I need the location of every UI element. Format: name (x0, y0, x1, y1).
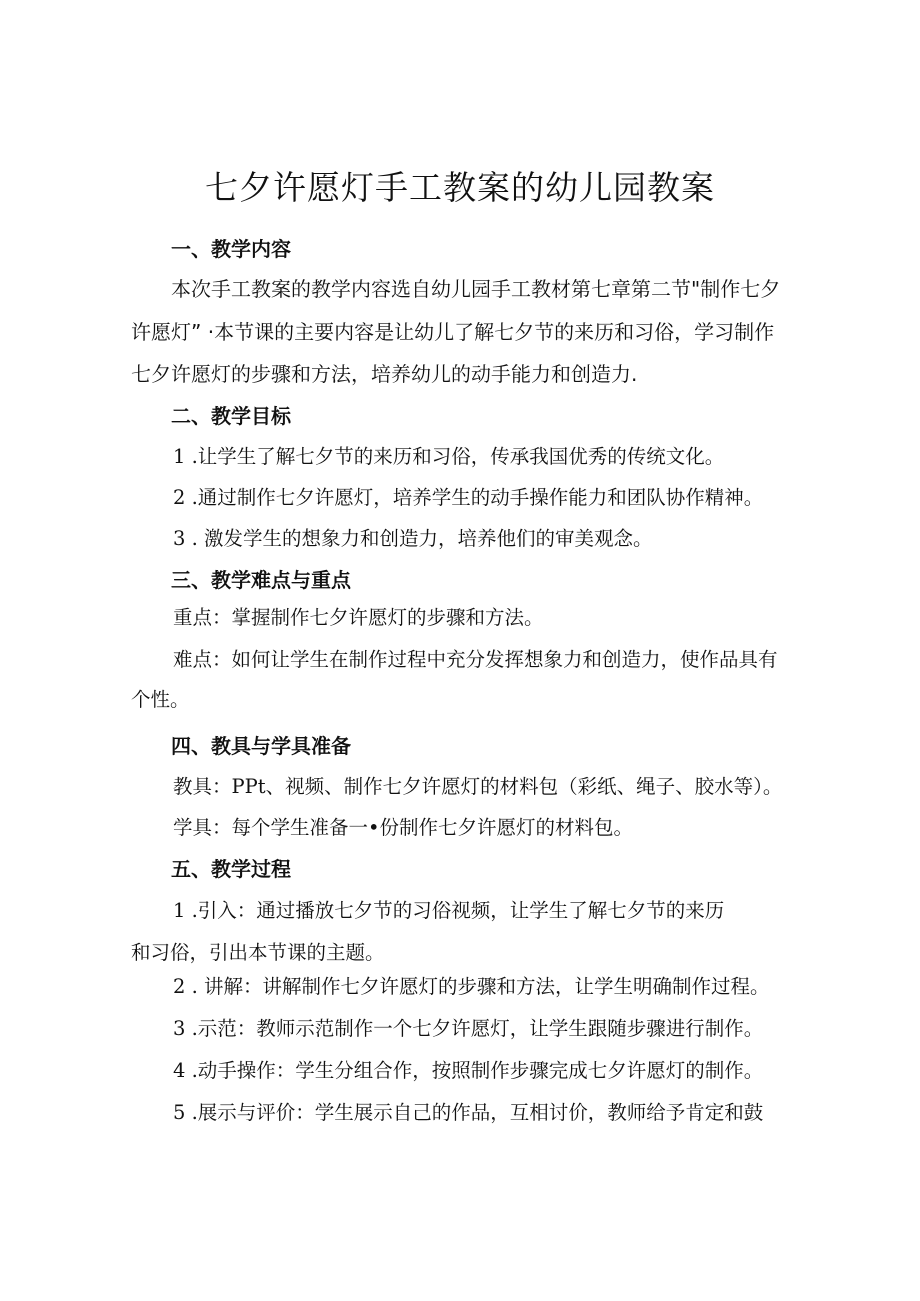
section-heading-materials: 四、教具与学具准备 (171, 734, 351, 758)
student-materials-text: 学具：每个学生准备一•份制作七夕许愿灯的材料包。 (173, 816, 634, 839)
section-heading-process: 五、教学过程 (171, 857, 291, 881)
difficult-point-text: 难点：如何让学生在制作过程中充分发挥想象力和创造力，使作品具有 (173, 648, 778, 671)
difficult-point-text-cont: 个性。 (131, 688, 190, 711)
objective-item: 1 .让学生了解七夕节的来历和习俗，传承我国优秀的传统文化。 (173, 445, 725, 468)
section-heading-objectives: 二、教学目标 (171, 404, 291, 428)
content-line-3: 七夕许愿灯的步骤和方法，培养幼儿的动手能力和创造力. (131, 362, 638, 386)
teacher-materials-text: 教具：PPt、视频、制作七夕许愿灯的材料包（彩纸、绳子、胶水等）。 (173, 775, 783, 798)
content-line-2: 许愿灯” ·本节课的主要内容是让幼儿了解七夕节的来历和习俗，学习制作 (131, 320, 775, 344)
process-step-5: 5 .展示与评价：学生展示自己的作品，互相讨价，教师给予肯定和鼓 (173, 1101, 764, 1124)
objective-item: 3 . 激发学生的想象力和创造力，培养他们的审美观念。 (173, 527, 653, 550)
document-title: 七夕许愿灯手工教案的幼儿园教案 (205, 168, 715, 207)
process-step-1: 1 .引入：通过播放七夕节的习俗视频，让学生了解七夕节的来历 (173, 899, 725, 922)
process-step-2: 2 . 讲解：讲解制作七夕许愿灯的步骤和方法，让学生明确制作过程。 (173, 975, 770, 998)
content-line-1: 本次手工教案的教学内容选自幼儿园手工教材第七章第二节"制作七夕 (171, 277, 781, 301)
process-step-4: 4 .动手操作：学生分组合作，按照制作步骤完成七夕许愿灯的制作。 (173, 1059, 764, 1082)
section-heading-content: 一、教学内容 (171, 237, 291, 261)
process-step-1-cont: 和习俗，引出本节课的主题。 (131, 941, 385, 964)
key-point-text: 重点：掌握制作七夕许愿灯的步骤和方法。 (173, 606, 544, 629)
objective-item: 2 .通过制作七夕许愿灯，培养学生的动手操作能力和团队协作精神。 (173, 486, 764, 509)
process-step-3: 3 .示范：教师示范制作一个七夕许愿灯，让学生跟随步骤进行制作。 (173, 1017, 764, 1040)
section-heading-key-points: 三、教学难点与重点 (171, 568, 351, 592)
